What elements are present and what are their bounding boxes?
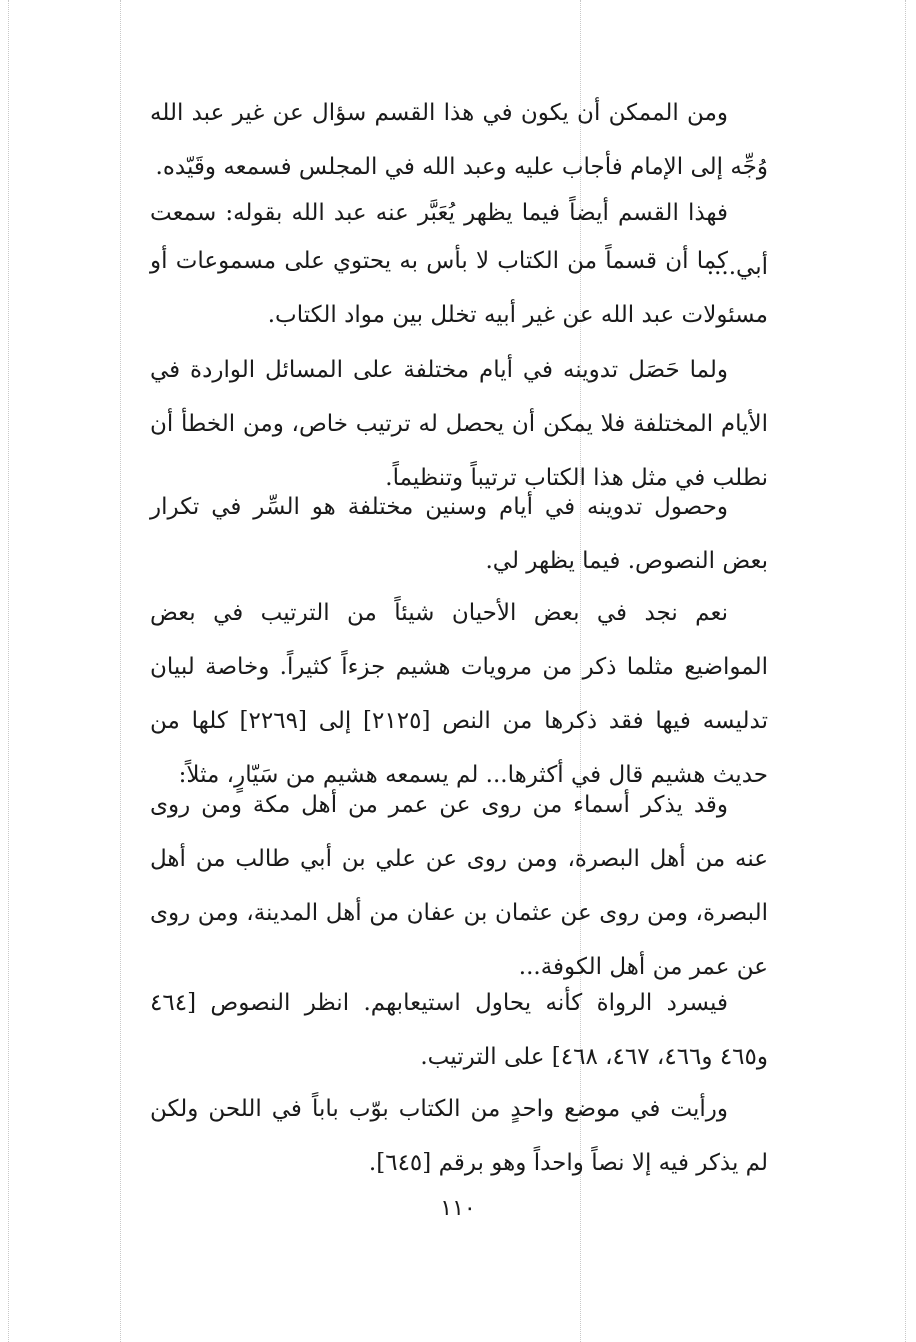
paragraph-text: ومن الممكن أن يكون في هذا القسم سؤال عن غير عبد الله وُجِّه إلى الإمام فأجاب عليه وعبد الله في المجلس فسمعه وقَيّده. [150, 100, 768, 180]
paragraph-text: وقد يذكر أسماء من روى عن عمر من أهل مكة ومن روى عنه من أهل البصرة، ومن روى عن علي بن أبي طالب من أهل البصرة، ومن روى عن عثمان بن عفان من أهل المدينة، ومن روى عن عمر من أهل الكوفة... [150, 792, 768, 980]
paragraph-5 [150, 480, 768, 588]
paragraph-7 [150, 778, 768, 994]
paragraph-text: نعم نجد في بعض الأحيان شيئاً من الترتيب في بعض المواضيع مثلما ذكر من مرويات هشيم جزءاً كثيراً. وخاصة لبيان تدليسه فيها فقد ذكرها من النص [٢١٢٥] إلى [٢٢٦٩] كلها من حديث هشيم قال في أكثرها... لم يسمعه هشيم من سَيّارٍ، مثلاً: [150, 600, 768, 788]
paragraph-6 [150, 586, 768, 802]
paragraph-text: ولما حَصَل تدوينه في أيام مختلفة على المسائل الواردة في الأيام المختلفة فلا يمكن أن يحصل له ترتيب خاص، ومن الخطأ أن نطلب في مثل هذا الكتاب ترتيباً وتنظيماً. [150, 357, 768, 491]
scan-artifact-line [120, 0, 121, 1342]
paragraph-text: فهذا القسم أيضاً فيما يظهر يُعَبَّر عنه عبد الله بقوله: سمعت أبي.... [150, 200, 768, 280]
paragraph-3 [150, 234, 768, 342]
paragraph-text: فيسرد الرواة كأنه يحاول استيعابهم. انظر النصوص [٤٦٤ و٤٦٥ و٤٦٦، ٤٦٧، ٤٦٨] على الترتيب. [150, 990, 768, 1070]
paragraph-1 [150, 86, 768, 194]
scan-artifact-line [8, 0, 9, 1342]
paragraph-text: وحصول تدوينه في أيام وسنين مختلفة هو السِّر في تكرار بعض النصوص. فيما يظهر لي. [150, 494, 768, 574]
paragraph-8 [150, 976, 768, 1084]
paragraph-text: كما أن قسماً من الكتاب لا بأس به يحتوي على مسموعات أو مسئولات عبد الله عن غير أبيه تخلل بين مواد الكتاب. [150, 248, 768, 328]
scan-artifact-line [905, 0, 906, 1342]
page-number: ١١٠ [440, 1196, 476, 1221]
paragraph-9 [150, 1082, 768, 1190]
paragraph-text: ورأيت في موضع واحدٍ من الكتاب بوّب باباً في اللحن ولكن لم يذكر فيه إلا نصاً واحداً وهو برقم [٦٤٥]. [150, 1096, 768, 1176]
